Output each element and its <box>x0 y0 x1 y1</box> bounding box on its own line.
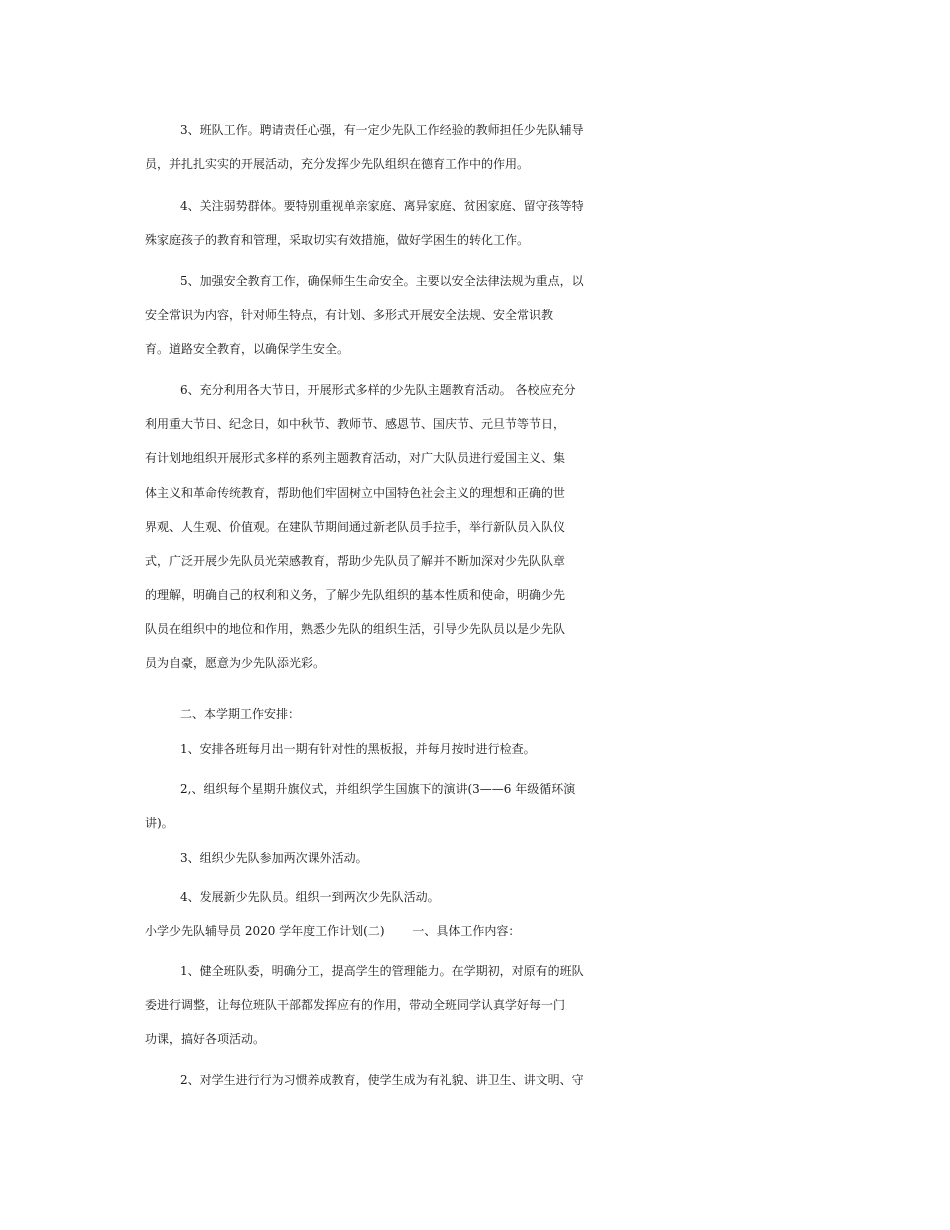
paragraph-line <box>0 880 950 914</box>
paragraph-line <box>0 510 950 544</box>
line-text: 小学少先队辅导员 2020 学年度工作计划(二) 一、具体工作内容： <box>145 924 521 938</box>
line-text: 二、本学期工作安排： <box>180 707 301 721</box>
paragraph-line <box>0 806 950 840</box>
paragraph-line <box>0 264 950 298</box>
paragraph-line <box>0 988 950 1022</box>
line-text: 殊家庭孩子的教育和管理，采取切实有效措施，做好学困生的转化工作。 <box>145 233 530 247</box>
document-subtitle <box>0 914 950 948</box>
line-text: 3、组织少先队参加两次课外活动。 <box>180 851 368 865</box>
paragraph-line <box>0 332 950 366</box>
paragraph-line <box>0 544 950 578</box>
line-text: 育。道路安全教育，以确保学生安全。 <box>145 342 350 356</box>
paragraph-line <box>0 1022 950 1056</box>
line-text: 安全常识为内容，针对师生特点，有计划、多形式开展安全法规、安全常识教 <box>145 308 554 322</box>
line-text: 利用重大节日、纪念日，如中秋节、教师节、感恩节、国庆节、元旦节等节日， <box>145 417 566 431</box>
paragraph-line <box>0 578 950 612</box>
line-text: 式，广泛开展少先队员光荣感教育，帮助少先队员了解并不断加深对少先队队章 <box>145 554 566 568</box>
paragraph-line <box>0 113 950 147</box>
line-text: 1、安排各班每月出一期有针对性的黑板报，并每月按时进行检查。 <box>180 742 536 756</box>
paragraph-line <box>0 476 950 510</box>
line-text: 委进行调整，让每位班队干部都发挥应有的作用，带动全班同学认真学好每一门 <box>145 998 566 1012</box>
paragraph-line <box>0 298 950 332</box>
paragraph-line <box>0 189 950 223</box>
line-text: 员为自豪，愿意为少先队添光彩。 <box>145 656 326 670</box>
line-text: 6、充分利用各大节日，开展形式多样的少先队主题教育活动。 各校应充分 <box>180 383 576 397</box>
paragraph-line <box>0 441 950 475</box>
paragraph-line <box>0 223 950 257</box>
line-text: 4、关注弱势群体。要特别重视单亲家庭、离异家庭、贫困家庭、留守孩等特 <box>180 199 584 213</box>
paragraph-line <box>0 407 950 441</box>
paragraph-line <box>0 1063 950 1097</box>
line-text: 队员在组织中的地位和作用，熟悉少先队的组织生活，引导少先队员以是少先队 <box>145 622 566 636</box>
line-text: 的理解，明确自己的权利和义务，了解少先队组织的基本性质和使命，明确少先 <box>145 588 566 602</box>
paragraph-line <box>0 147 950 181</box>
paragraph-line <box>0 612 950 646</box>
line-text: 员，并扎扎实实的开展活动，充分发挥少先队组织在德育工作中的作用。 <box>145 157 530 171</box>
line-text: 有计划地组织开展形式多样的系列主题教育活动，对广大队员进行爱国主义、集 <box>145 451 566 465</box>
paragraph-line <box>0 732 950 766</box>
line-text: 5、加强安全教育工作，确保师生生命安全。主要以安全法律法规为重点，以 <box>180 274 584 288</box>
paragraph-line <box>0 841 950 875</box>
line-text: 功课，搞好各项活动。 <box>145 1032 266 1046</box>
section-heading <box>0 697 950 731</box>
line-text: 讲)。 <box>145 816 174 830</box>
paragraph-line <box>0 954 950 988</box>
line-text: 界观、人生观、价值观。在建队节期间通过新老队员手拉手，举行新队员入队仪 <box>145 520 566 534</box>
paragraph-line <box>0 646 950 680</box>
paragraph-line <box>0 772 950 806</box>
paragraph-line <box>0 373 950 407</box>
line-text: 2、对学生进行行为习惯养成教育，使学生成为有礼貌、讲卫生、讲文明、守 <box>180 1073 584 1087</box>
line-text: 3、班队工作。聘请责任心强，有一定少先队工作经验的教师担任少先队辅导 <box>180 123 584 137</box>
line-text: 4、发展新少先队员。组织一到两次少先队活动。 <box>180 890 440 904</box>
line-text: 1、健全班队委，明确分工，提高学生的管理能力。在学期初，对原有的班队 <box>180 964 584 978</box>
line-text: 2,、组织每个星期升旗仪式，并组织学生国旗下的演讲(3——6 年级循环演 <box>180 782 576 796</box>
line-text: 体主义和革命传统教育，帮助他们牢固树立中国特色社会主义的理想和正确的世 <box>145 486 566 500</box>
